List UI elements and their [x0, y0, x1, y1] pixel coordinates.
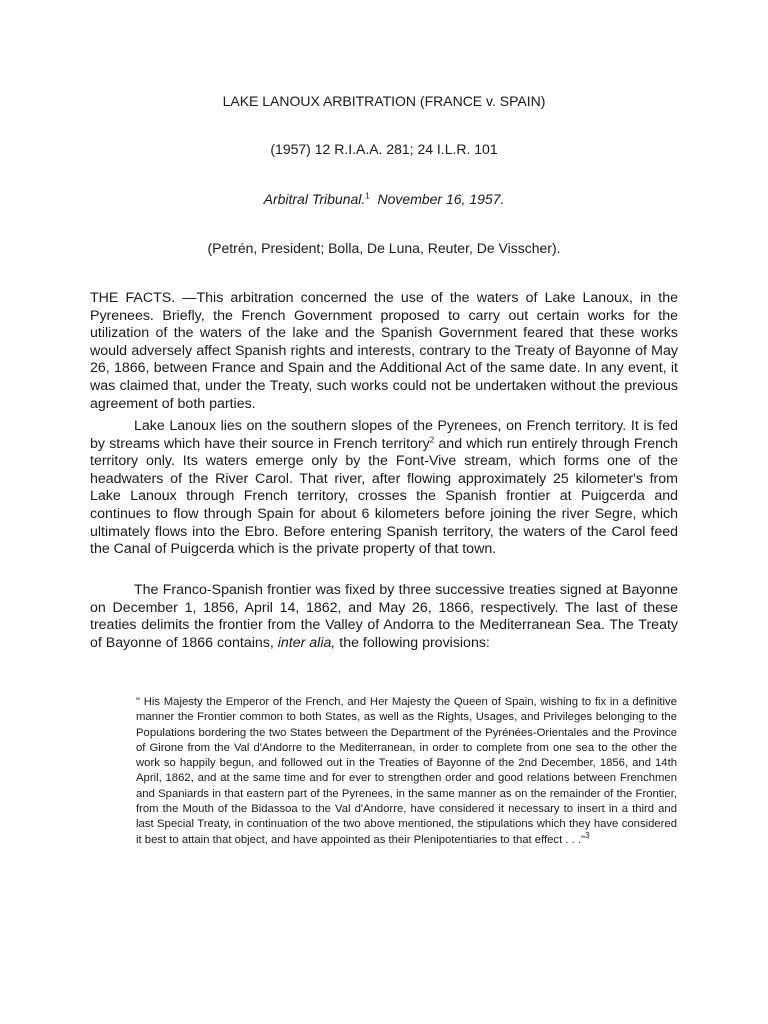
quotation-text: " His Majesty the Emperor of the French, and Her Majesty the Queen of Spain, wishing to fix in a definitive manner the Frontier common to both States, as well as the Rights, Usages, and Privileges belonging to the Populations bordering the two States between the Department of the Pyrénées-Orientales and the Province of Girone from the Val d'Andorre to the Mediterranean, in order to complete from one sea to the other the work so happily begun, and followed out in the Treaties of Bayonne of the 2nd December, 1856, and 14th April, 1862, and at the same time and for ever to strengthen order and good relations between Frenchmen and Spaniards in that eastern part of the Pyrenees, in the same manner as on the remainder of the Frontier, from the Mouth of the Bidassoa to the Val d'Andorre, have considered it necessary to insert in a third and last Special Treaty, in continuation of the two above mentioned, the stipulations which they have considered it best to attain that object, and have appointed as their Plenipotentiaries to that effect . . .": [136, 696, 677, 846]
paragraph-text: The Franco-Spanish frontier was fixed by three successive treaties signed at Bayonne on December 1, 1856, April 14, 1862, and May 26, 1866, respectively. The last of these treaties delimits the frontier from the Valley of Andorra to the Mediterranean Sea. The Treaty of Bayonne of 1866 contains,: [90, 582, 678, 651]
case-citation: (1957) 12 R.I.A.A. 281; 24 I.L.R. 101: [270, 141, 498, 157]
paragraph-text: and which run entirely through French territory only. Its waters emerge only by the Font-Vive stream, which forms one of the headwaters of the River Carol. That river, after flowing approximately 25 kilometer's from Lake Lanoux through French territory, crosses the Spanish frontier at Puigcerda and continues to flow through Spain for about 6 kilometers before joining the river Segre, which ultimately flows into the Ebro. Before entering Spanish territory, the waters of the Carol feed the Canal of Puigcerda which is the private property of that town.: [90, 435, 678, 558]
case-title: LAKE LANOUX ARBITRATION (FRANCE v. SPAIN): [222, 93, 546, 109]
lake-description-paragraph: [90, 418, 678, 559]
footnote-marker-2: 2: [429, 434, 435, 444]
treaty-quotation: [136, 695, 677, 848]
footnote-marker-1: 1: [365, 191, 370, 201]
frontier-paragraph: [90, 582, 678, 652]
footnote-marker-3: 3: [585, 830, 590, 840]
paragraph-text: the following provisions:: [335, 634, 490, 651]
tribunal-date: November 16, 1957.: [377, 191, 505, 207]
facts-paragraph: THE FACTS. —This arbitration concerned the use of the waters of Lake Lanoux, in the Pyrenees. Briefly, the French Government proposed to carry out certain works for the utilization of the waters of the lake and the Spanish Government feared that these works would adversely affect Spanish rights and interests, contrary to the Treaty of Bayonne of May 26, 1866, between France and Spain and the Additional Act of the same date. In any event, it was claimed that, under the Treaty, such works could not be undertaken without the previous agreement of both parties.: [90, 290, 678, 412]
tribunal-line: [0, 191, 768, 207]
italic-phrase: inter alia,: [277, 634, 336, 651]
tribunal-label: Arbitral Tribunal.: [263, 191, 366, 207]
tribunal-members: (Petrén, President; Bolla, De Luna, Reuter, De Visscher).: [207, 240, 561, 256]
paragraph-text: Lake Lanoux lies on the southern slopes of the Pyrenees, on French territory. It is fed by streams which have their source in French territory: [90, 418, 678, 452]
